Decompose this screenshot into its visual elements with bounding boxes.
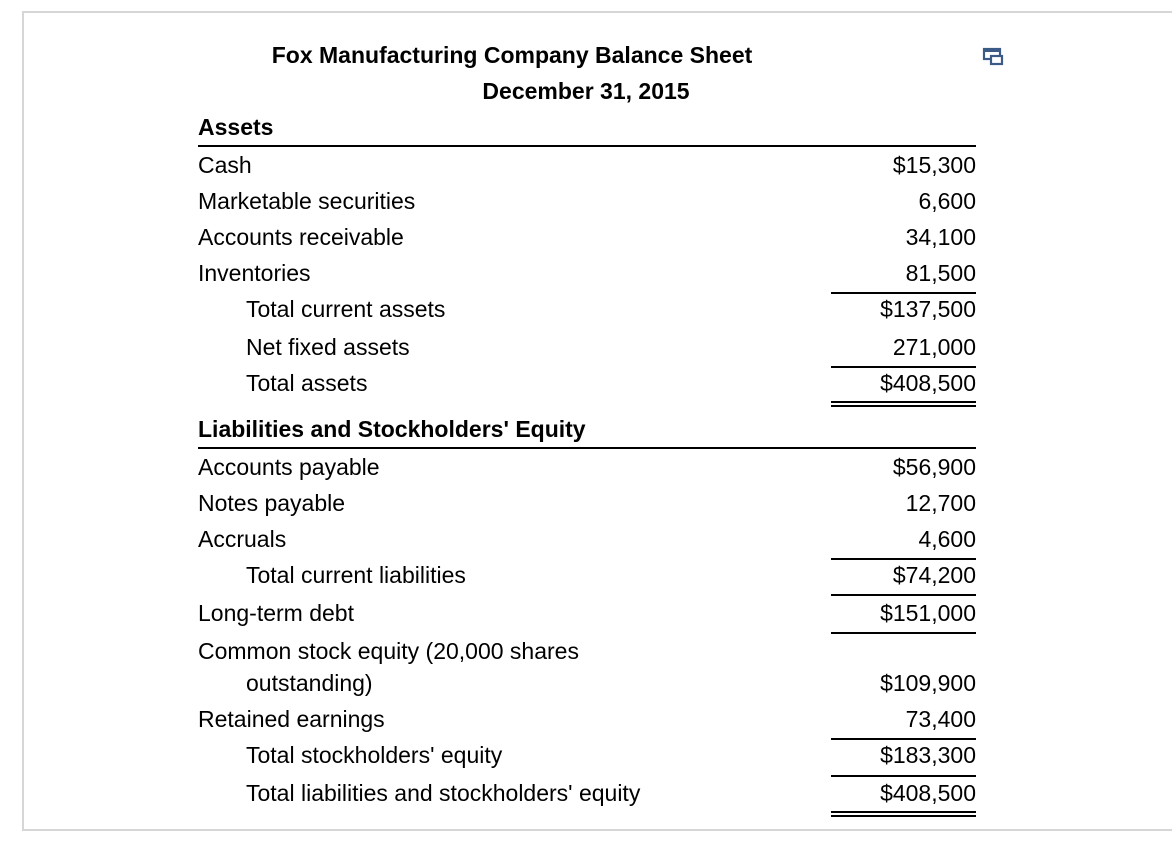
row-label: Accruals — [198, 526, 287, 552]
total-double-rule — [831, 401, 976, 407]
row-value: $408,500 — [880, 780, 976, 806]
row-label: Marketable securities — [198, 188, 416, 214]
sheet-date: December 31, 2015 — [482, 78, 690, 104]
table-row — [198, 596, 976, 630]
table-row — [198, 776, 976, 810]
row-label: Cash — [198, 152, 252, 178]
row-label: Common stock equity (20,000 shares — [198, 638, 579, 664]
table-row — [198, 450, 976, 484]
row-label-continued: outstanding) — [246, 670, 373, 696]
row-value: $109,900 — [880, 670, 976, 696]
table-row — [198, 184, 976, 218]
row-value: 81,500 — [905, 260, 976, 286]
row-label: Long-term debt — [198, 600, 354, 626]
table-row — [198, 522, 976, 556]
row-label: Total current assets — [246, 296, 446, 322]
row-label: Inventories — [198, 260, 311, 286]
table-row — [198, 256, 976, 290]
row-value: 271,000 — [892, 334, 976, 360]
row-value: $408,500 — [880, 370, 976, 396]
row-value: 12,700 — [905, 490, 976, 516]
row-value: $183,300 — [880, 742, 976, 768]
row-value: $74,200 — [892, 562, 976, 588]
row-label: Total current liabilities — [246, 562, 466, 588]
table-row — [198, 330, 976, 364]
row-value: 6,600 — [918, 188, 976, 214]
row-label: Total assets — [246, 370, 368, 396]
row-value: 73,400 — [905, 706, 976, 732]
table-row — [198, 634, 976, 702]
copy-table-icon[interactable] — [982, 46, 1006, 66]
total-double-rule — [831, 811, 976, 817]
table-row — [198, 366, 976, 400]
row-value: $137,500 — [880, 296, 976, 322]
row-value: $56,900 — [892, 454, 976, 480]
liabilities-heading-rule — [198, 447, 976, 449]
row-value: $151,000 — [880, 600, 976, 626]
table-row — [198, 486, 976, 520]
assets-heading: Assets — [198, 114, 274, 140]
row-label: Retained earnings — [198, 706, 385, 732]
table-row — [198, 148, 976, 182]
row-label: Notes payable — [198, 490, 346, 516]
row-label: Total stockholders' equity — [246, 742, 503, 768]
row-label: Total liabilities and stockholders' equity — [246, 780, 641, 806]
sheet-title: Fox Manufacturing Company Balance Sheet — [271, 42, 753, 68]
assets-heading-rule — [198, 145, 976, 147]
row-label: Net fixed assets — [246, 334, 410, 360]
table-row — [198, 558, 976, 592]
row-label: Accounts receivable — [198, 224, 404, 250]
row-value: $15,300 — [892, 152, 976, 178]
table-row — [198, 702, 976, 736]
table-row — [198, 220, 976, 254]
table-row — [198, 292, 976, 326]
table-row — [198, 738, 976, 772]
row-value: 4,600 — [918, 526, 976, 552]
liabilities-heading: Liabilities and Stockholders' Equity — [198, 416, 586, 442]
row-value: 34,100 — [905, 224, 976, 250]
row-label: Accounts payable — [198, 454, 380, 480]
